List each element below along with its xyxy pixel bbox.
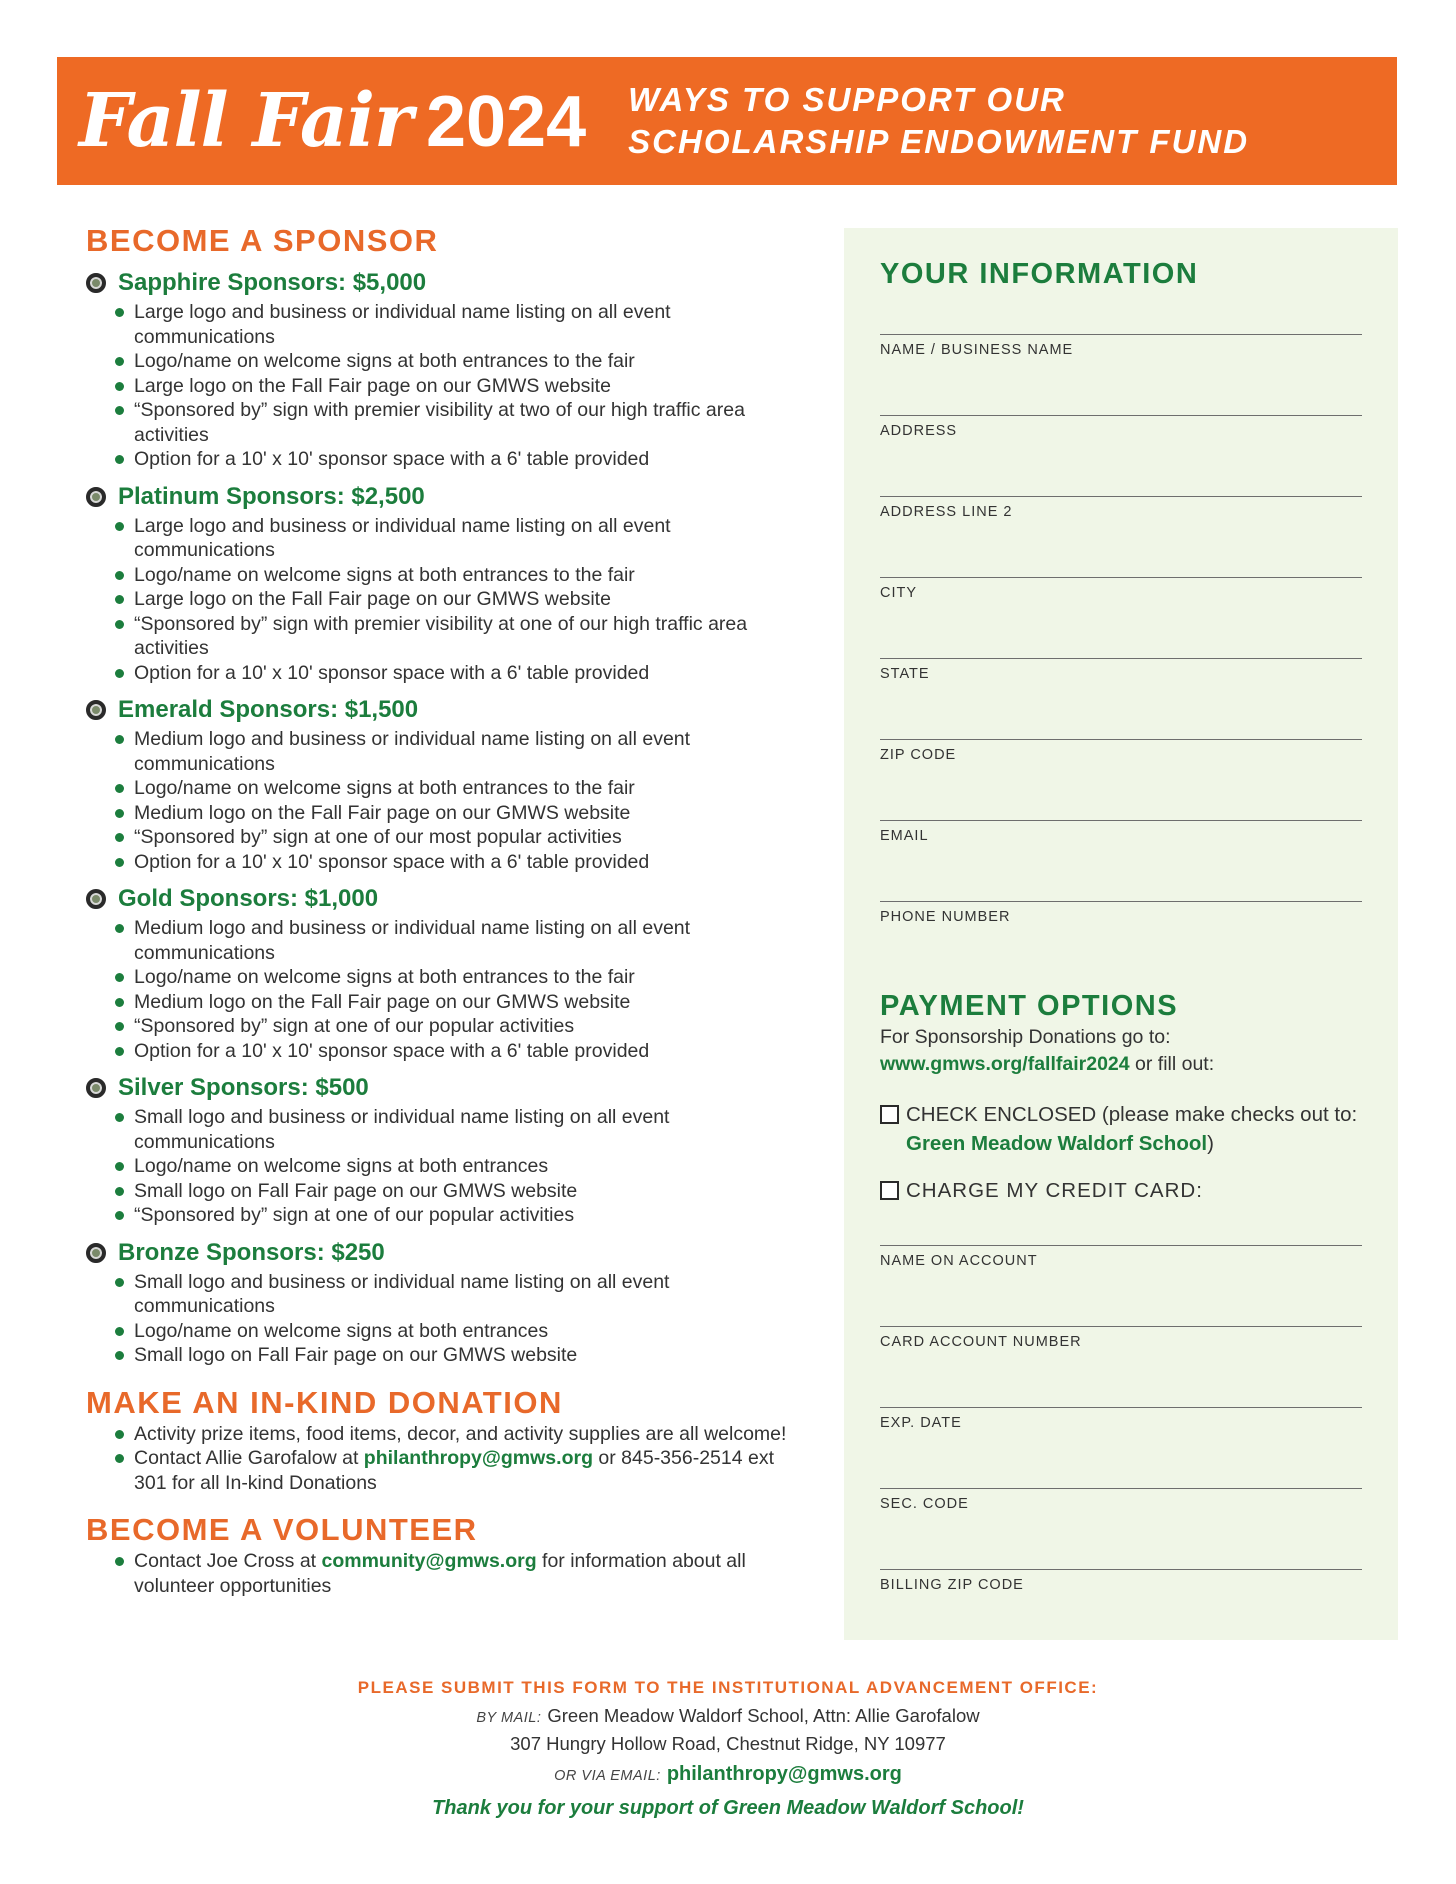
- field-label: ADDRESS: [880, 423, 958, 439]
- tier-radio-icon[interactable]: [86, 1078, 106, 1098]
- tier-title: Silver Sponsors: $500: [118, 1074, 369, 1101]
- credit-card-checkbox[interactable]: [880, 1181, 899, 1200]
- sponsor-tiers: [86, 266, 806, 1368]
- field-label: CITY: [880, 585, 918, 601]
- form-field-line[interactable]: [880, 820, 1362, 901]
- via-email-label: OR VIA EMAIL:: [554, 1768, 661, 1784]
- list-item: Large logo and business or individual name listing on all event communications: [113, 300, 806, 349]
- volunteer-section: [86, 1511, 806, 1598]
- tier-header: [86, 1071, 806, 1105]
- mail-address-1: Green Meadow Waldorf School, Attn: Allie Garofalow: [547, 1705, 980, 1726]
- volunteer-text-post: for information about all volunteer opportunities: [134, 1550, 746, 1597]
- field-label: STATE: [880, 666, 930, 682]
- check-enclosed-text: CHECK ENCLOSED (please make checks out to:: [906, 1103, 1358, 1126]
- fallfair-url-link[interactable]: www.gmws.org/fallfair2024: [880, 1053, 1130, 1075]
- email-line: [0, 1761, 1456, 1789]
- tier-radio-icon[interactable]: [86, 889, 106, 909]
- volunteer-text: Contact Joe Cross at: [134, 1550, 322, 1572]
- list-item: Option for a 10' x 10' sponsor space with a 6' table provided: [113, 661, 806, 686]
- tier-header: [86, 882, 806, 916]
- form-field-line[interactable]: [880, 658, 1362, 739]
- mail-line1: [0, 1703, 1456, 1731]
- banner-subtitle-line2: SCHOLARSHIP ENDOWMENT FUND: [628, 123, 1250, 160]
- tier-title: Gold Sponsors: $1,000: [118, 885, 379, 912]
- tier-benefits: [113, 916, 806, 1063]
- tier-title: Sapphire Sponsors: $5,000: [118, 269, 427, 296]
- tier-benefits: [113, 727, 806, 874]
- sponsor-tier: [86, 882, 806, 1063]
- form-field-line[interactable]: [880, 1407, 1362, 1488]
- payment-options-heading: PAYMENT OPTIONS: [880, 990, 1179, 1022]
- field-label: EXP. DATE: [880, 1415, 962, 1431]
- form-panel: [844, 228, 1398, 1640]
- footer: [0, 1678, 1456, 1820]
- list-item: “Sponsored by” sign at one of our most popular activities: [113, 825, 806, 850]
- payment-line2: [880, 1051, 1362, 1078]
- list-item: Large logo and business or individual name listing on all event communications: [113, 514, 806, 563]
- list-item: Activity prize items, food items, decor, and activity supplies are all welcome!: [113, 1422, 806, 1447]
- list-item: [113, 1446, 806, 1495]
- list-item: Medium logo on the Fall Fair page on our GMWS website: [113, 801, 806, 826]
- info-fields: [880, 334, 1362, 982]
- tier-radio-icon[interactable]: [86, 487, 106, 507]
- community-email-link[interactable]: community@gmws.org: [321, 1550, 537, 1572]
- list-item: Medium logo and business or individual name listing on all event communications: [113, 727, 806, 776]
- list-item: Large logo on the Fall Fair page on our GMWS website: [113, 374, 806, 399]
- card-fields: [880, 1245, 1362, 1650]
- banner-subtitle: [628, 79, 1249, 163]
- header-banner: [57, 57, 1397, 185]
- tier-benefits: [113, 514, 806, 686]
- philanthropy-email-link[interactable]: philanthropy@gmws.org: [363, 1447, 593, 1469]
- inkind-contact-text-post: or 845-356-2514 ext 301 for all In-kind Donations: [134, 1447, 775, 1494]
- list-item: Medium logo and business or individual name listing on all event communications: [113, 916, 806, 965]
- list-item: “Sponsored by” sign at one of our popular activities: [113, 1203, 806, 1228]
- banner-title: [79, 78, 586, 164]
- inkind-list: [113, 1422, 806, 1496]
- credit-card-label: CHARGE MY CREDIT CARD:: [906, 1179, 1203, 1202]
- field-label: ADDRESS LINE 2: [880, 504, 1013, 520]
- your-information-heading: YOUR INFORMATION: [880, 258, 1199, 290]
- list-item: “Sponsored by” sign with premier visibility at two of our high traffic area activities: [113, 398, 806, 447]
- list-item: Logo/name on welcome signs at both entrances to the fair: [113, 965, 806, 990]
- tier-header: [86, 1236, 806, 1270]
- list-item: Small logo and business or individual name listing on all event communications: [113, 1105, 806, 1154]
- field-label: CARD ACCOUNT NUMBER: [880, 1334, 1082, 1350]
- list-item: Logo/name on welcome signs at both entrances to the fair: [113, 349, 806, 374]
- form-field-line[interactable]: [880, 901, 1362, 982]
- field-label: BILLING ZIP CODE: [880, 1577, 1024, 1593]
- footer-email-link[interactable]: philanthropy@gmws.org: [666, 1763, 902, 1785]
- tier-header: [86, 480, 806, 514]
- form-field-line[interactable]: [880, 577, 1362, 658]
- volunteer-heading: BECOME A VOLUNTEER: [86, 1512, 478, 1547]
- tier-title: Bronze Sponsors: $250: [118, 1238, 385, 1266]
- by-mail-label: BY MAIL:: [476, 1710, 542, 1726]
- credit-card-option[interactable]: [880, 1176, 1362, 1205]
- list-item: “Sponsored by” sign at one of our popular activities: [113, 1014, 806, 1039]
- list-item: Option for a 10' x 10' sponsor space with a 6' table provided: [113, 850, 806, 875]
- list-item: Logo/name on welcome signs at both entrances to the fair: [113, 563, 806, 588]
- field-label: EMAIL: [880, 828, 929, 844]
- list-item: “Sponsored by” sign with premier visibility at one of our high traffic area activities: [113, 612, 806, 661]
- tier-radio-icon[interactable]: [86, 1243, 106, 1263]
- form-field-line[interactable]: [880, 739, 1362, 820]
- payment-instructions: [880, 1024, 1362, 1078]
- tier-title: Emerald Sponsors: $1,500: [118, 696, 419, 723]
- tier-radio-icon[interactable]: [86, 700, 106, 720]
- form-field-line[interactable]: [880, 334, 1362, 415]
- inkind-section: [86, 1384, 806, 1496]
- list-item: Small logo on Fall Fair page on our GMWS website: [113, 1179, 806, 1204]
- inkind-heading: MAKE AN IN-KIND DONATION: [86, 1384, 563, 1420]
- check-enclosed-checkbox[interactable]: [880, 1105, 899, 1124]
- list-item: Logo/name on welcome signs at both entrances to the fair: [113, 776, 806, 801]
- list-item: Medium logo on the Fall Fair page on our GMWS website: [113, 990, 806, 1015]
- volunteer-list: [113, 1549, 806, 1598]
- tier-benefits: [113, 300, 806, 472]
- form-field-line[interactable]: [880, 1488, 1362, 1569]
- form-field-line[interactable]: [880, 496, 1362, 577]
- submit-heading: PLEASE SUBMIT THIS FORM TO THE INSTITUTIONAL ADVANCEMENT OFFICE:: [357, 1678, 1099, 1697]
- tier-benefits: [113, 1105, 806, 1228]
- sponsor-tier: [86, 693, 806, 874]
- left-column: [86, 222, 806, 1598]
- field-label: PHONE NUMBER: [880, 909, 1011, 925]
- sponsor-tier: [86, 266, 806, 472]
- list-item: Small logo and business or individual name listing on all event communications: [113, 1270, 806, 1319]
- payment-url-post: or fill out:: [1129, 1053, 1215, 1075]
- list-item: [113, 1549, 806, 1598]
- field-label: NAME ON ACCOUNT: [880, 1253, 1038, 1269]
- sponsor-tier: [86, 1236, 806, 1368]
- tier-header: [86, 693, 806, 727]
- check-enclosed-option[interactable]: [880, 1100, 1362, 1158]
- list-item: Small logo on Fall Fair page on our GMWS website: [113, 1343, 806, 1368]
- check-enclosed-close: ): [1207, 1132, 1214, 1155]
- form-field-line[interactable]: [880, 415, 1362, 496]
- school-name: Green Meadow Waldorf School: [906, 1132, 1208, 1155]
- banner-subtitle-line1: WAYS TO SUPPORT OUR: [628, 81, 1066, 118]
- list-item: Logo/name on welcome signs at both entrances: [113, 1154, 806, 1179]
- tier-title: Platinum Sponsors: $2,500: [118, 482, 425, 510]
- form-field-line[interactable]: [880, 1245, 1362, 1326]
- check-enclosed-label: [906, 1100, 1362, 1158]
- list-item: Large logo on the Fall Fair page on our GMWS website: [113, 587, 806, 612]
- list-item: Logo/name on welcome signs at both entrances: [113, 1319, 806, 1344]
- list-item: Option for a 10' x 10' sponsor space with a 6' table provided: [113, 447, 806, 472]
- inkind-contact-text: Contact Allie Garofalow at: [134, 1447, 364, 1469]
- payment-line1: For Sponsorship Donations go to:: [880, 1026, 1171, 1048]
- field-label: ZIP CODE: [880, 747, 957, 763]
- mail-line2: 307 Hungry Hollow Road, Chestnut Ridge, NY 10977: [510, 1733, 946, 1754]
- tier-benefits: [113, 1270, 806, 1368]
- sponsor-tier: [86, 480, 806, 686]
- field-label: SEC. CODE: [880, 1496, 969, 1512]
- tier-radio-icon[interactable]: [86, 273, 106, 293]
- field-label: NAME / BUSINESS NAME: [880, 342, 1074, 358]
- sponsor-heading: BECOME A SPONSOR: [86, 223, 439, 258]
- list-item: Option for a 10' x 10' sponsor space with a 6' table provided: [113, 1039, 806, 1064]
- sponsor-tier: [86, 1071, 806, 1228]
- fall-fair-script-title: Fall Fair: [79, 78, 412, 164]
- thank-you-message: Thank you for your support of Green Meadow Waldorf School!: [432, 1797, 1024, 1819]
- form-field-line[interactable]: [880, 1326, 1362, 1407]
- form-field-line[interactable]: [880, 1569, 1362, 1650]
- tier-header: [86, 266, 806, 300]
- banner-year: 2024: [425, 82, 587, 162]
